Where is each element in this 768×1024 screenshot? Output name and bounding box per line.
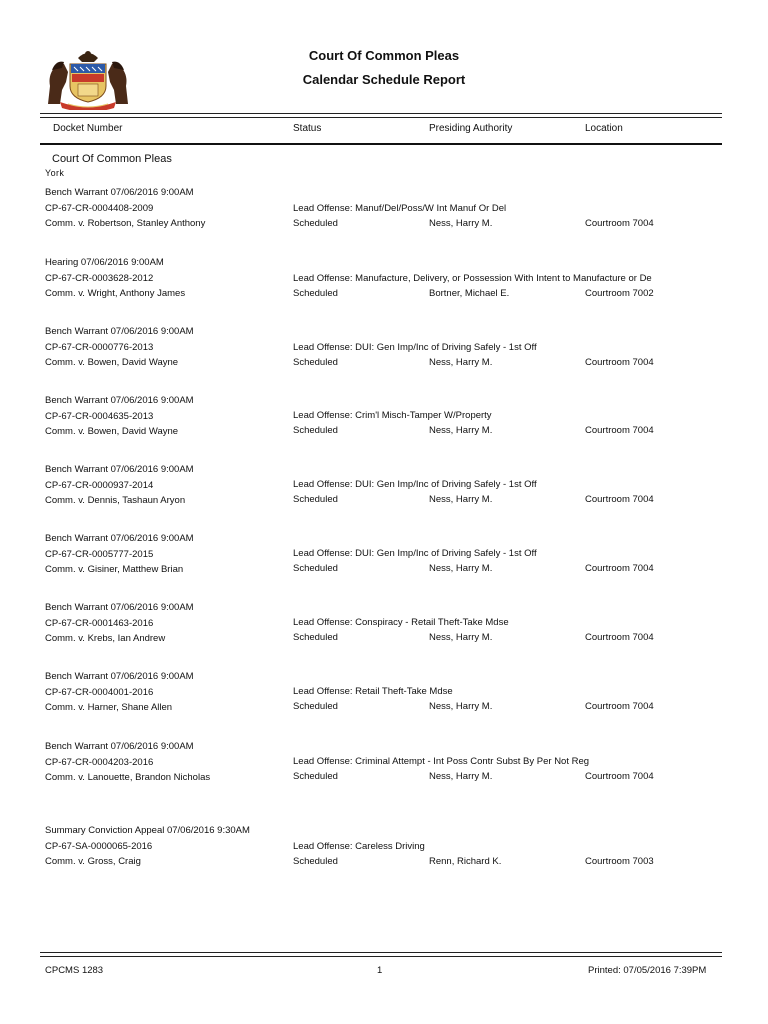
case-location: Courtroom 7003	[585, 856, 654, 867]
case-event: Bench Warrant 07/06/2016 9:00AM	[45, 533, 194, 544]
case-entry	[0, 187, 768, 247]
case-docket-number: CP-67-CR-0004635-2013	[45, 411, 154, 422]
case-docket-number: CP-67-CR-0000937-2014	[45, 480, 154, 491]
case-lead-offense: Lead Offense: DUI: Gen Imp/Inc of Driving Safely - 1st Off	[293, 342, 537, 353]
case-location: Courtroom 7004	[585, 771, 654, 782]
pennsylvania-coat-of-arms-logo	[42, 46, 134, 110]
case-presiding-authority: Ness, Harry M.	[429, 218, 493, 229]
column-header-location: Location	[585, 123, 623, 134]
column-header-status: Status	[293, 123, 322, 134]
case-event: Hearing 07/06/2016 9:00AM	[45, 257, 164, 268]
case-lead-offense: Lead Offense: Retail Theft-Take Mdse	[293, 686, 453, 697]
case-location: Courtroom 7004	[585, 701, 654, 712]
case-entry	[0, 825, 768, 885]
case-caption: Comm. v. Bowen, David Wayne	[45, 426, 179, 437]
case-status: Scheduled	[293, 218, 338, 229]
case-location: Courtroom 7004	[585, 218, 654, 229]
case-event: Bench Warrant 07/06/2016 9:00AM	[45, 602, 194, 613]
case-lead-offense: Lead Offense: Careless Driving	[293, 841, 425, 852]
court-name: Court Of Common Pleas	[52, 153, 172, 165]
case-status: Scheduled	[293, 563, 338, 574]
case-location: Courtroom 7004	[585, 632, 654, 643]
case-docket-number: CP-67-CR-0004203-2016	[45, 757, 154, 768]
case-entry	[0, 602, 768, 662]
case-lead-offense: Lead Offense: Conspiracy - Retail Theft-Take Mdse	[293, 617, 509, 628]
case-caption: Comm. v. Lanouette, Brandon Nicholas	[45, 772, 211, 783]
case-presiding-authority: Ness, Harry M.	[429, 494, 493, 505]
case-event: Bench Warrant 07/06/2016 9:00AM	[45, 187, 194, 198]
case-docket-number: CP-67-CR-0003628-2012	[45, 273, 154, 284]
case-docket-number: CP-67-CR-0004408-2009	[45, 203, 154, 214]
case-caption: Comm. v. Robertson, Stanley Anthony	[45, 218, 206, 229]
case-presiding-authority: Ness, Harry M.	[429, 771, 493, 782]
case-status: Scheduled	[293, 632, 338, 643]
case-location: Courtroom 7004	[585, 425, 654, 436]
case-location: Courtroom 7004	[585, 494, 654, 505]
case-caption: Comm. v. Harner, Shane Allen	[45, 702, 173, 713]
case-presiding-authority: Ness, Harry M.	[429, 425, 493, 436]
case-event: Bench Warrant 07/06/2016 9:00AM	[45, 671, 194, 682]
case-location: Courtroom 7002	[585, 288, 654, 299]
case-lead-offense: Lead Offense: Criminal Attempt - Int Poss Contr Subst By Per Not Reg	[293, 756, 590, 767]
header-rule-top	[40, 113, 722, 114]
case-presiding-authority: Ness, Harry M.	[429, 357, 493, 368]
case-entry	[0, 533, 768, 593]
footer-rule-bottom	[40, 956, 722, 957]
case-status: Scheduled	[293, 494, 338, 505]
case-entry	[0, 395, 768, 455]
case-location: Courtroom 7004	[585, 357, 654, 368]
case-status: Scheduled	[293, 288, 338, 299]
case-entry	[0, 671, 768, 731]
case-presiding-authority: Bortner, Michael E.	[429, 288, 510, 299]
report-title-court: Court Of Common Pleas	[308, 48, 460, 63]
case-presiding-authority: Ness, Harry M.	[429, 563, 493, 574]
county-name: York	[45, 168, 65, 178]
case-caption: Comm. v. Krebs, Ian Andrew	[45, 633, 166, 644]
case-status: Scheduled	[293, 357, 338, 368]
case-docket-number: CP-67-CR-0005777-2015	[45, 549, 154, 560]
case-event: Summary Conviction Appeal 07/06/2016 9:30AM	[45, 825, 250, 836]
case-caption: Comm. v. Wright, Anthony James	[45, 288, 186, 299]
case-presiding-authority: Ness, Harry M.	[429, 632, 493, 643]
case-docket-number: CP-67-CR-0001463-2016	[45, 618, 154, 629]
footer-form-id: CPCMS 1283	[45, 965, 104, 976]
case-entry	[0, 257, 768, 317]
case-caption: Comm. v. Gisiner, Matthew Brian	[45, 564, 184, 575]
case-presiding-authority: Renn, Richard K.	[429, 856, 502, 867]
case-docket-number: CP-67-SA-0000065-2016	[45, 841, 153, 852]
case-lead-offense: Lead Offense: Crim'l Misch-Tamper W/Property	[293, 410, 492, 421]
case-location: Courtroom 7004	[585, 563, 654, 574]
column-header-docket: Docket Number	[53, 123, 123, 134]
case-status: Scheduled	[293, 771, 338, 782]
case-lead-offense: Lead Offense: DUI: Gen Imp/Inc of Driving Safely - 1st Off	[293, 548, 537, 559]
case-caption: Comm. v. Bowen, David Wayne	[45, 357, 179, 368]
case-lead-offense: Lead Offense: DUI: Gen Imp/Inc of Driving Safely - 1st Off	[293, 479, 537, 490]
case-docket-number: CP-67-CR-0000776-2013	[45, 342, 154, 353]
case-event: Bench Warrant 07/06/2016 9:00AM	[45, 464, 194, 475]
case-lead-offense: Lead Offense: Manuf/Del/Poss/W Int Manuf Or Del	[293, 203, 507, 214]
case-event: Bench Warrant 07/06/2016 9:00AM	[45, 741, 194, 752]
case-status: Scheduled	[293, 701, 338, 712]
case-entry	[0, 326, 768, 386]
header-rule-bottom	[40, 143, 722, 145]
case-presiding-authority: Ness, Harry M.	[429, 701, 493, 712]
case-event: Bench Warrant 07/06/2016 9:00AM	[45, 395, 194, 406]
column-header-authority: Presiding Authority	[429, 123, 513, 134]
case-lead-offense: Lead Offense: Manufacture, Delivery, or Possession With Intent to Manufacture or De	[293, 273, 652, 284]
footer-printed-timestamp: Printed: 07/05/2016 7:39PM	[588, 965, 707, 976]
case-status: Scheduled	[293, 856, 338, 867]
footer-page-number: 1	[377, 965, 383, 976]
case-event: Bench Warrant 07/06/2016 9:00AM	[45, 326, 194, 337]
case-docket-number: CP-67-CR-0004001-2016	[45, 687, 154, 698]
case-caption: Comm. v. Dennis, Tashaun Aryon	[45, 495, 186, 506]
case-status: Scheduled	[293, 425, 338, 436]
case-entry	[0, 464, 768, 524]
header-rule-top-2	[40, 117, 722, 118]
case-caption: Comm. v. Gross, Craig	[45, 856, 141, 867]
footer-rule-top	[40, 952, 722, 953]
report-title-calendar: Calendar Schedule Report	[302, 72, 466, 87]
case-entry	[0, 741, 768, 801]
